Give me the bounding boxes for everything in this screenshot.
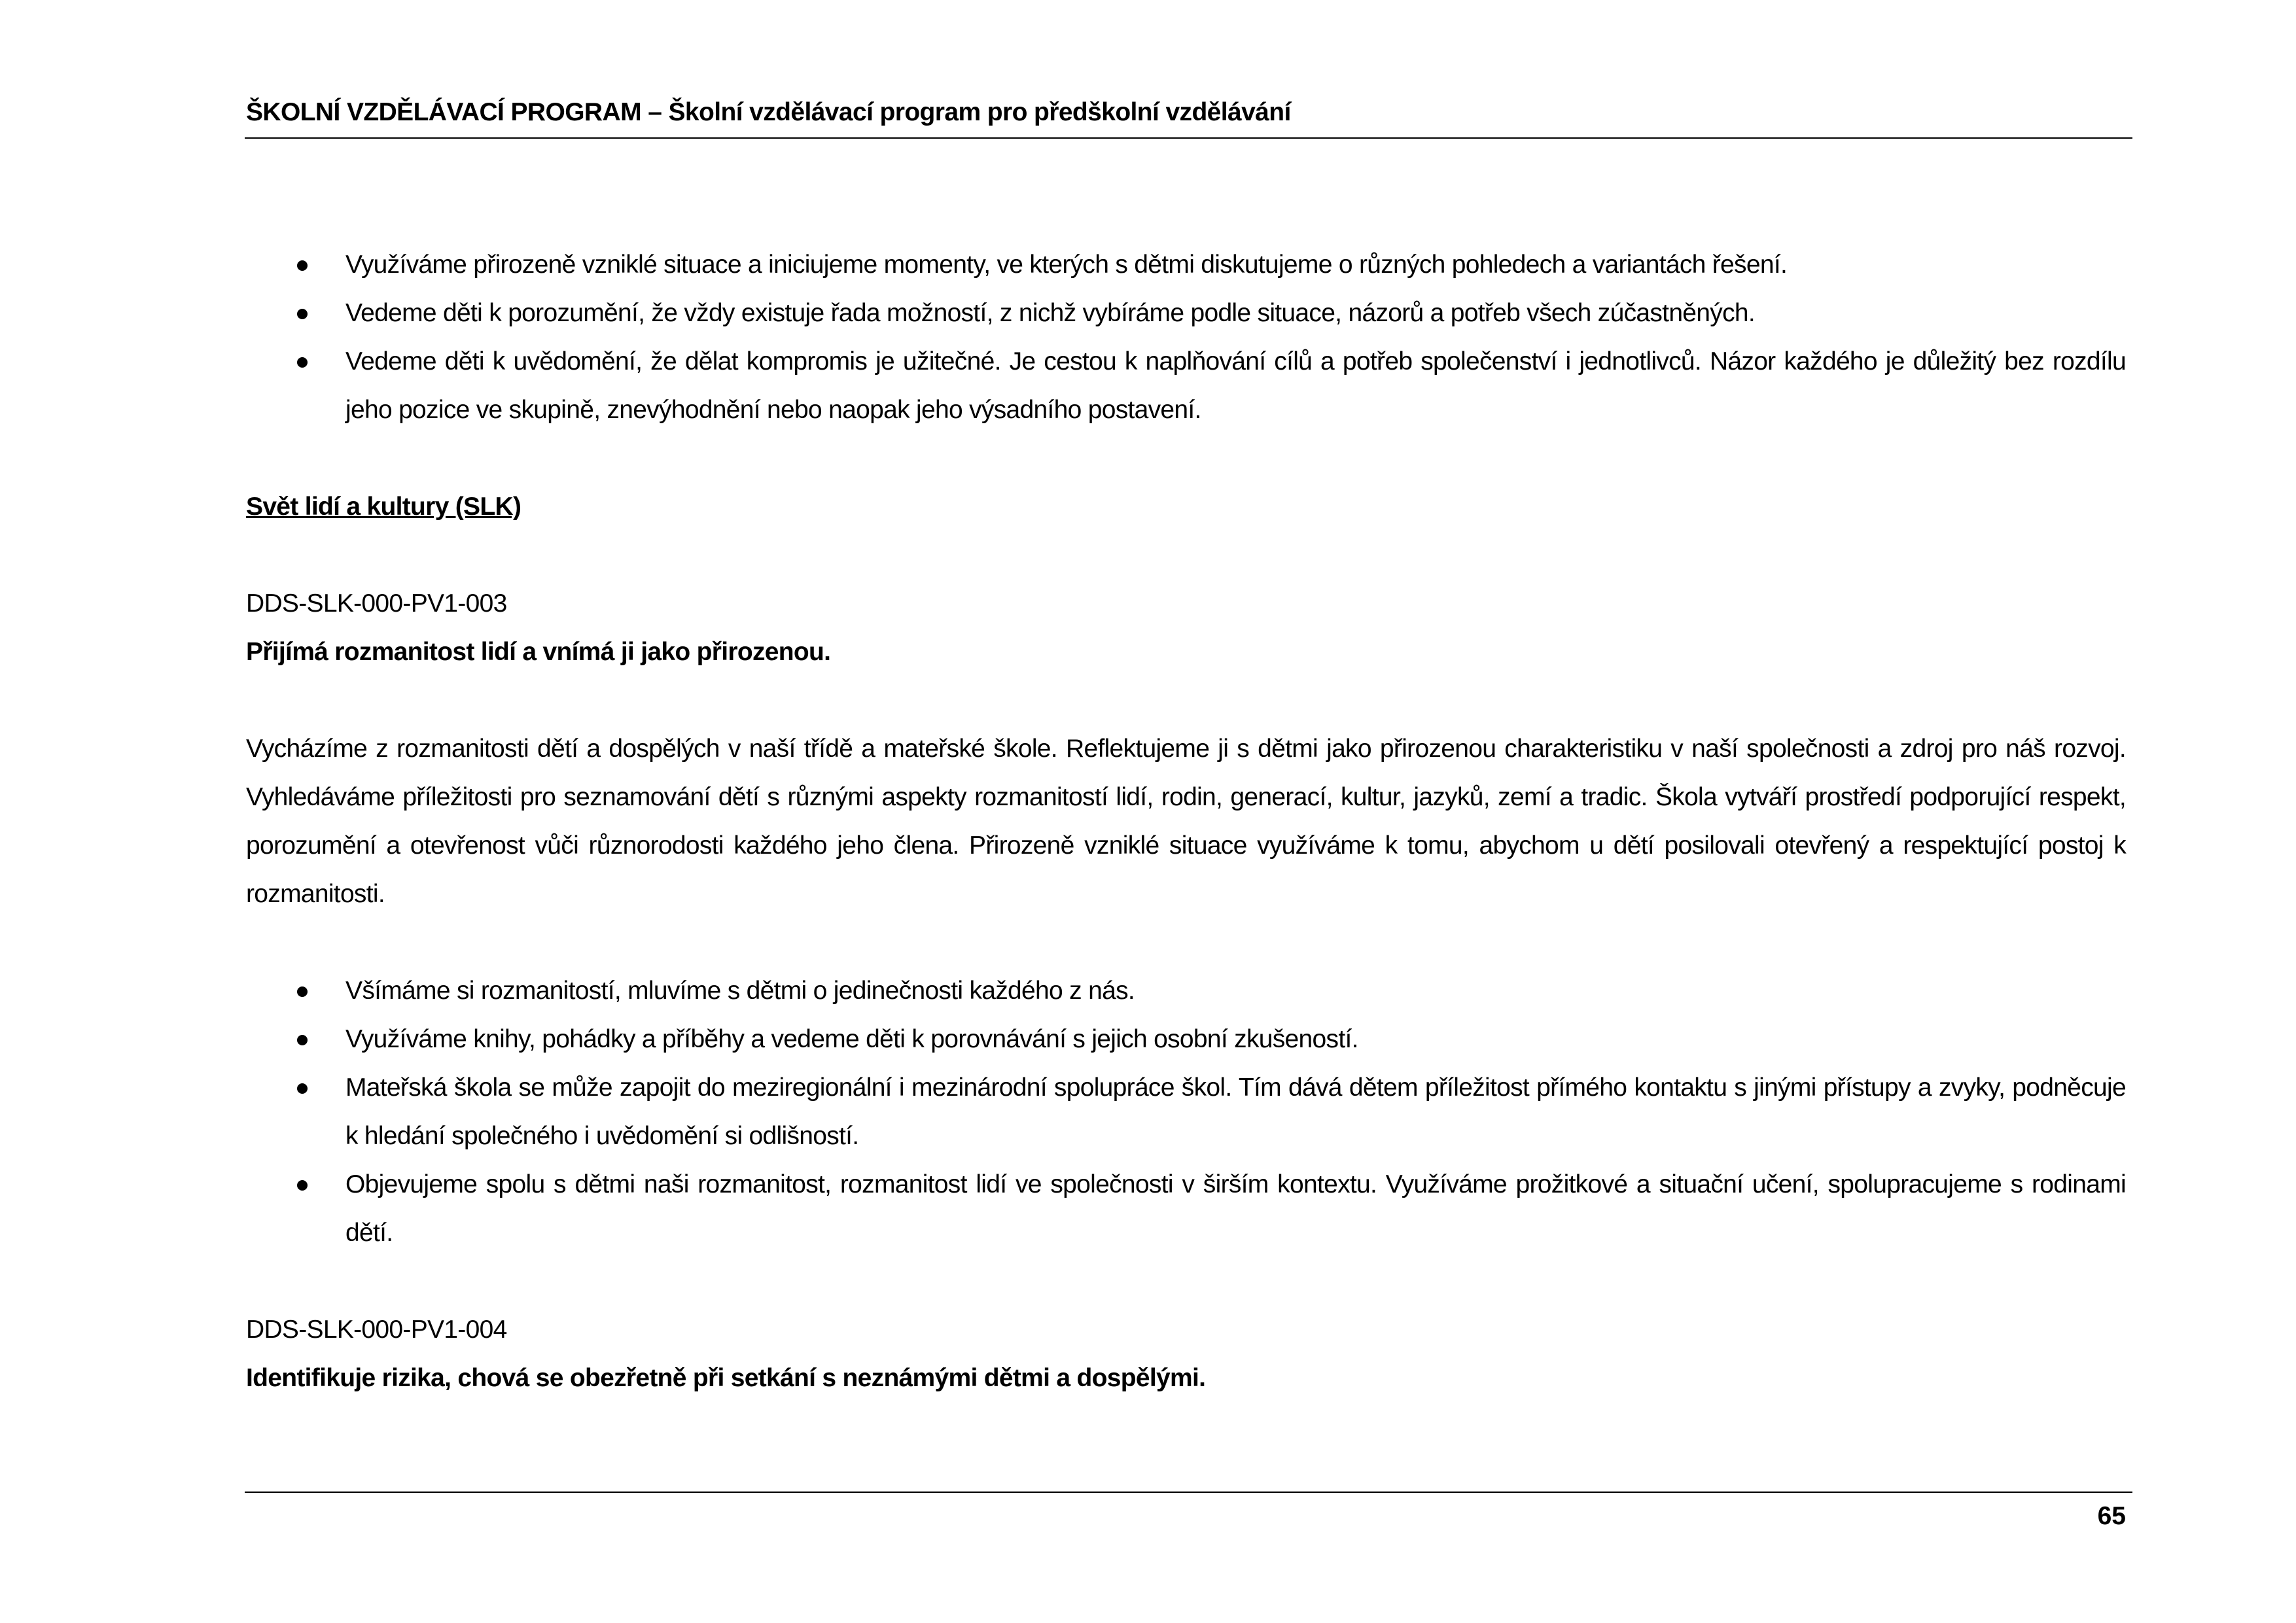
list-item-text: Mateřská škola se může zapojit do meziregionální i mezinárodní spolupráce škol. Tím dává dětem příležitost přímého kontaktu s jinými přístupy a zvyky, podněcuje k hledání společného i uvědomění si odlišností. <box>345 1073 2126 1150</box>
bullet-icon <box>297 986 308 997</box>
outcome-code: DDS-SLK-000-PV1-004 <box>246 1316 507 1344</box>
list-item-text: Objevujeme spolu s dětmi naši rozmanitost, rozmanitost lidí ve společnosti v širším kontextu. Využíváme prožitkové a situační učení, spolupracujeme s rodinami dětí. <box>345 1170 2126 1247</box>
bullet-icon <box>297 1180 308 1191</box>
list-item <box>246 1015 2126 1064</box>
footer-rule <box>245 1492 2132 1493</box>
list-item <box>246 1161 2126 1257</box>
list-item-text: Všímáme si rozmanitostí, mluvíme s dětmi o jedinečnosti každého z nás. <box>345 977 1135 1005</box>
section-heading: Svět lidí a kultury (SLK) <box>246 493 521 521</box>
outcome-bullet-list <box>246 967 2126 1257</box>
list-item <box>246 1064 2126 1161</box>
bullet-icon <box>297 260 308 271</box>
outcome-paragraph: Vycházíme z rozmanitosti dětí a dospělých v naší třídě a mateřské škole. Reflektujeme ji s dětmi jako přirozenou charakteristiku v naší společnosti a zdroj pro náš rozvoj. Vyhledáváme příležitosti pro seznamování dětí s různými aspekty rozmanitostí lidí, rodin, generací, kultur, jazyků, zemí a tradic. Škola vytváří prostředí podporující respekt, porozumění a otevřenost vůči různorodosti každého jeho člena. Přirozeně vzniklé situace využíváme k tomu, abychom u dětí posilovali otevřený a respektující postoj k rozmanitosti. <box>246 735 2126 908</box>
list-item-text: Vedeme děti k uvědomění, že dělat kompromis je užitečné. Je cestou k naplňování cílů a potřeb společenství i jednotlivců. Názor každého je důležitý bez rozdílu jeho pozice ve skupině, znevýhodnění nebo naopak jeho výsadního postavení. <box>345 347 2126 424</box>
intro-bullet-list <box>246 241 2126 434</box>
bullet-icon <box>297 1035 308 1045</box>
bullet-icon <box>297 309 308 319</box>
list-item-text: Využíváme přirozeně vzniklé situace a iniciujeme momenty, ve kterých s dětmi diskutujeme o různých pohledech a variantách řešení. <box>345 251 1788 279</box>
bullet-icon <box>297 1083 308 1094</box>
list-item-text: Vedeme děti k porozumění, že vždy existuje řada možností, z nichž vybíráme podle situace, názorů a potřeb všech zúčastněných. <box>345 299 1756 327</box>
page-number: 65 <box>2097 1502 2126 1530</box>
outcome-title: Přijímá rozmanitost lidí a vnímá ji jako přirozenou. <box>246 638 831 666</box>
list-item <box>246 338 2126 434</box>
outcome-code: DDS-SLK-000-PV1-003 <box>246 589 507 618</box>
list-item-text: Využíváme knihy, pohádky a příběhy a vedeme děti k porovnávání s jejich osobní zkušeností. <box>345 1025 1358 1053</box>
bullet-icon <box>297 357 308 368</box>
list-item <box>246 967 2126 1015</box>
list-item <box>246 241 2126 289</box>
page-header-title: ŠKOLNÍ VZDĚLÁVACÍ PROGRAM – Školní vzdělávací program pro předškolní vzdělávání <box>246 98 1291 126</box>
list-item <box>246 289 2126 338</box>
header-rule <box>245 137 2132 139</box>
outcome-title: Identifikuje rizika, chová se obezřetně při setkání s neznámými dětmi a dospělými. <box>246 1364 1206 1392</box>
page-content <box>246 241 2126 1403</box>
